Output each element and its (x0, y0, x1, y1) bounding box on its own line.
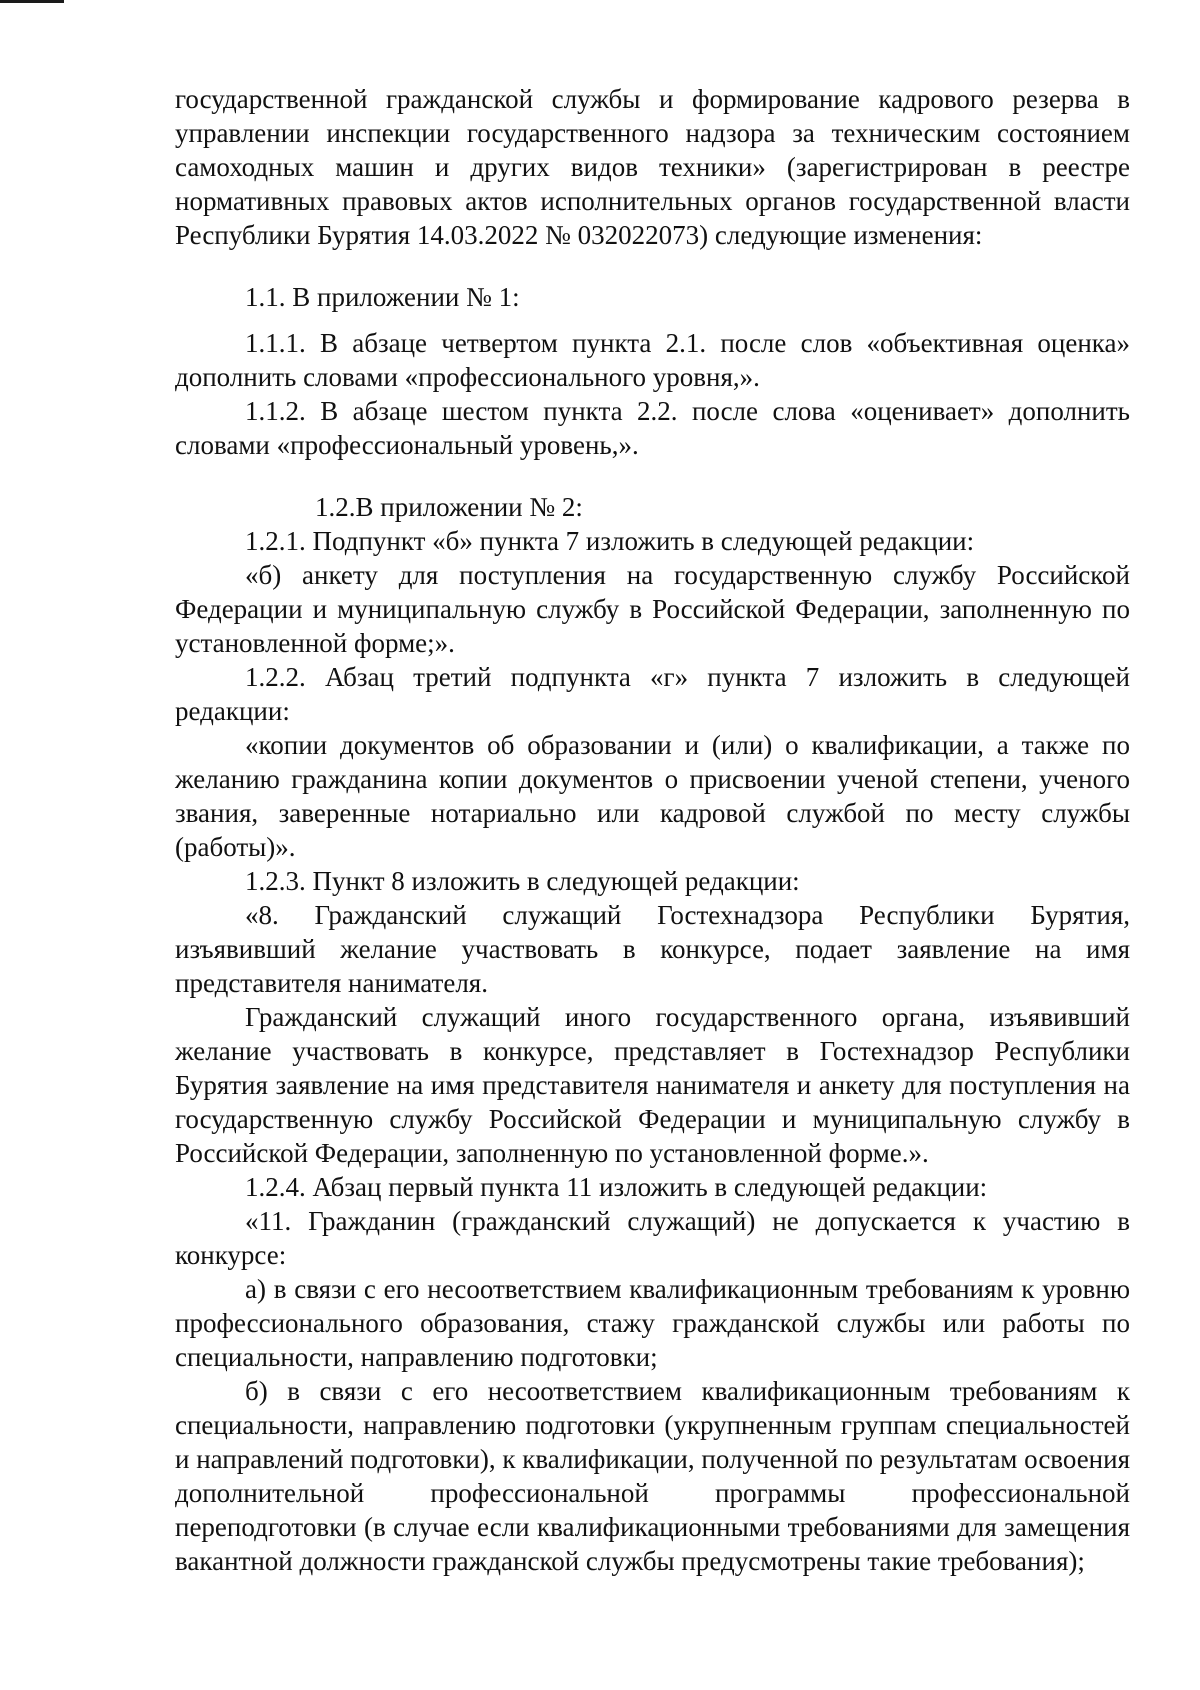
paragraph-quote-11: «11. Гражданин (гражданский служащий) не допускается к участию в конкурсе: (175, 1206, 1130, 1270)
paragraph-1-2-4: 1.2.4. Абзац первый пункта 11 изложить в следующей редакции: (245, 1172, 988, 1202)
paragraph-1-1-1: 1.1.1. В абзаце четвертом пункта 2.1. после слов «объективная оценка» дополнить словами «профессионального уровня,». (175, 328, 1130, 392)
paragraph-quote-copies: «копии документов об образовании и (или) о квалификации, а также по желанию гражданина копии документов о присвоении ученой степени, ученого звания, заверенные нотариально или кадровой службой по месту службы (работы)». (175, 730, 1130, 862)
paragraph-1-2-2: 1.2.2. Абзац третий подпункта «г» пункта 7 изложить в следующей редакции: (175, 662, 1130, 726)
paragraph-quote-b: «б) анкету для поступления на государственную службу Российской Федерации и муниципальную службу в Российской Федерации, заполненную по установленной форме;». (175, 560, 1130, 658)
paragraph-item-b: б) в связи с его несоответствием квалификационным требованиям к специальности, направлению подготовки (укрупненным группам специальностей и направлений подготовки), к квалификации, полученной по результатам освоения дополнительной профессиональной программы профессиональной переподготовки (в случае если квалификационными требованиями для замещения вакантной должности гражданской службы предусмотрены такие требования); (175, 1376, 1130, 1576)
scan-edge-mark (0, 0, 64, 3)
document-page (175, 82, 1130, 1578)
paragraph-1-2-text: В приложении № 2: (355, 492, 583, 522)
paragraph-1-1-2: 1.1.2. В абзаце шестом пункта 2.2. после слова «оценивает» дополнить словами «профессиональный уровень,». (175, 396, 1130, 460)
paragraph-intro: государственной гражданской службы и формирование кадрового резерва в управлении инспекции государственного надзора за техническим состоянием самоходных машин и других видов техники» (зарегистрирован в реестре нормативных правовых актов исполнительных органов государственной власти Республики Бурятия 14.03.2022 № 032022073) следующие изменения: (175, 84, 1130, 250)
paragraph-1-2-3: 1.2.3. Пункт 8 изложить в следующей редакции: (245, 866, 800, 896)
paragraph-1-1: 1.1. В приложении № 1: (245, 282, 520, 312)
paragraph-1-2 (175, 490, 1130, 524)
paragraph-quote-8: «8. Гражданский служащий Гостехнадзора Республики Бурятия, изъявивший желание участвовать в конкурсе, подает заявление на имя представителя нанимателя. (175, 900, 1130, 998)
paragraph-item-a: а) в связи с его несоответствием квалификационным требованиям к уровню профессионального образования, стажу гражданской службы или работы по специальности, направлению подготовки; (175, 1274, 1130, 1372)
paragraph-other-agency: Гражданский служащий иного государственного органа, изъявивший желание участвовать в конкурсе, представляет в Гостехнадзор Республики Бурятия заявление на имя представителя нанимателя и анкету для поступления на государственную службу Российской Федерации и муниципальную службу в Российской Федерации, заполненную по установленной форме.». (175, 1002, 1130, 1168)
paragraph-1-2-1: 1.2.1. Подпункт «б» пункта 7 изложить в следующей редакции: (245, 526, 975, 556)
item-number: 1.2. (315, 492, 356, 522)
